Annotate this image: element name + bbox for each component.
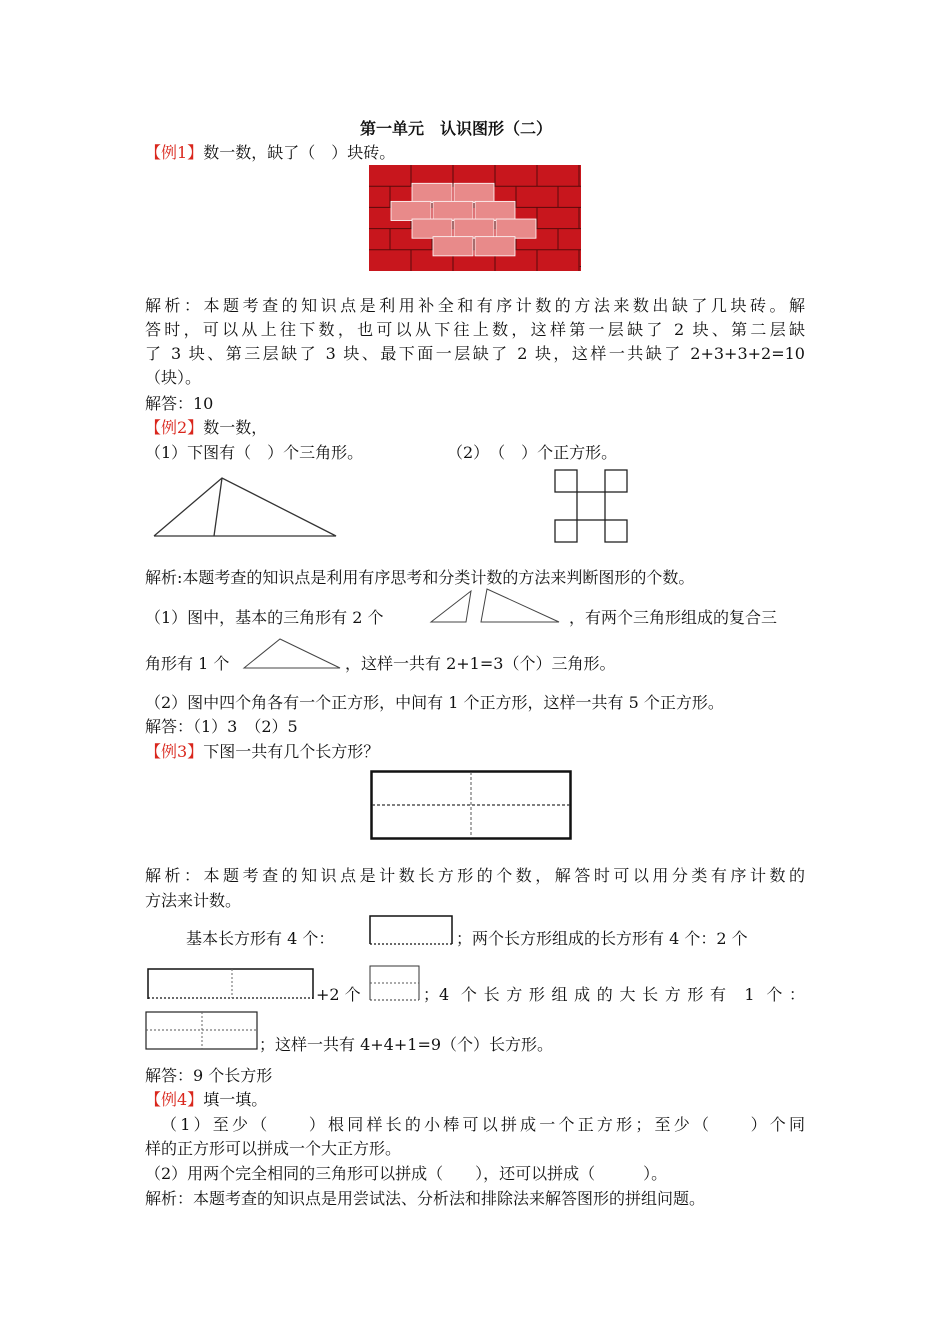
example-2-line3: （2）图中四个角各有一个正方形，中间有 1 个正方形，这样一共有 5 个正方形。 [145, 693, 724, 712]
example-2-text: 数一数， [203, 418, 268, 437]
analysis-line: 方法来计数。 [145, 891, 242, 910]
example-2-line1-a: （1）图中，基本的三角形有 2 个 [145, 608, 384, 627]
rectangle-figure [370, 770, 572, 840]
example-2-question [145, 416, 267, 440]
example-4-q1-b: 样的正方形可以拼成一个大正方形。 [145, 1139, 402, 1158]
example-3-answer: 解答：9 个长方形 [145, 1066, 273, 1085]
basic-rectangle [368, 914, 456, 946]
example-4-tag: 【例4】 [145, 1090, 204, 1109]
example-4-q2: （2）用两个完全相同的三角形可以拼成（ ），还可以拼成（ ）。 [145, 1164, 668, 1183]
analysis-line: （块）。 [145, 368, 202, 387]
analysis-line: 解析：本题考查的知识点是利用补全和有序计数的方法来数出缺了几块砖。解 [145, 296, 805, 315]
missing-brick [475, 237, 515, 256]
large-rectangle [145, 1011, 259, 1051]
example-4-question [145, 1088, 267, 1112]
example-1-answer: 解答：10 [145, 394, 214, 413]
example-3-text: 下图一共有几个长方形？ [203, 742, 380, 761]
analysis-line: 答时，可以从上往下数，也可以从下往上数，这样第一层缺了 2 块、第二层缺 [145, 320, 805, 339]
example-2-tag: 【例2】 [145, 418, 204, 437]
triangle-figure [150, 474, 340, 540]
composite-triangle [242, 637, 342, 671]
missing-brick [454, 183, 494, 202]
example-3-four: ；4 个长方形组成的大长方形有 1 个： [423, 985, 805, 1004]
analysis-line: 了 3 块、第三层缺了 3 块、最下面一层缺了 2 块，这样一共缺了 2+3+3+2=10 [145, 344, 805, 363]
missing-brick [412, 183, 452, 202]
basic-triangle-2 [479, 587, 561, 625]
example-1-text: 数一数，缺了（ ）块砖。 [203, 143, 396, 162]
basic-triangle-1 [429, 589, 473, 625]
missing-brick [454, 219, 494, 238]
example-2-answer: 解答：（1）3 （2）5 [145, 717, 298, 736]
double-rectangle-horizontal [146, 967, 316, 1001]
example-1-tag: 【例1】 [145, 143, 204, 162]
example-3-tag: 【例3】 [145, 742, 204, 761]
missing-brick [496, 219, 536, 238]
example-3-total: ；这样一共有 4+4+1=9（个）长方形。 [259, 1035, 554, 1054]
page-title: 第一单元 认识图形（二） [360, 119, 553, 138]
example-3-plus2: +2 个 [316, 985, 361, 1004]
missing-brick [433, 201, 473, 220]
example-4-q1-a: （1）至少（ ）根同样长的小棒可以拼成一个正方形；至少（ ）个同 [161, 1115, 805, 1134]
missing-brick [391, 201, 431, 220]
example-3-question [145, 740, 379, 764]
brick-wall-figure [369, 165, 581, 271]
missing-brick [475, 201, 515, 220]
analysis-line: 解析：本题考查的知识点是计数长方形的个数，解答时可以用分类有序计数的 [145, 866, 805, 885]
missing-brick [433, 237, 473, 256]
missing-brick [412, 219, 452, 238]
example-2-analysis: 解析:本题考查的知识点是利用有序思考和分类计数的方法来判断图形的个数。 [145, 568, 695, 587]
example-2-sub2: （2） （ ）个正方形。 [447, 443, 618, 462]
example-1-question [145, 141, 395, 165]
example-4-text: 填一填。 [203, 1090, 268, 1109]
double-rectangle-vertical [368, 964, 422, 1002]
squares-figure [552, 467, 630, 545]
example-2-line2-b: ，这样一共有 2+1=3（个）三角形。 [345, 654, 616, 673]
example-2-sub1: （1）下图有（ ）个三角形。 [145, 443, 364, 462]
example-3-basic-a: 基本长方形有 4 个： [186, 929, 335, 948]
example-2-line2-a: 角形有 1 个 [145, 654, 230, 673]
example-4-analysis: 解析：本题考查的知识点是用尝试法、分析法和排除法来解答图形的拼组问题。 [145, 1189, 706, 1208]
example-3-basic-b: ；两个长方形组成的长方形有 4 个：2 个 [456, 929, 748, 948]
example-2-line1-b: ，有两个三角形组成的复合三 [569, 608, 778, 627]
